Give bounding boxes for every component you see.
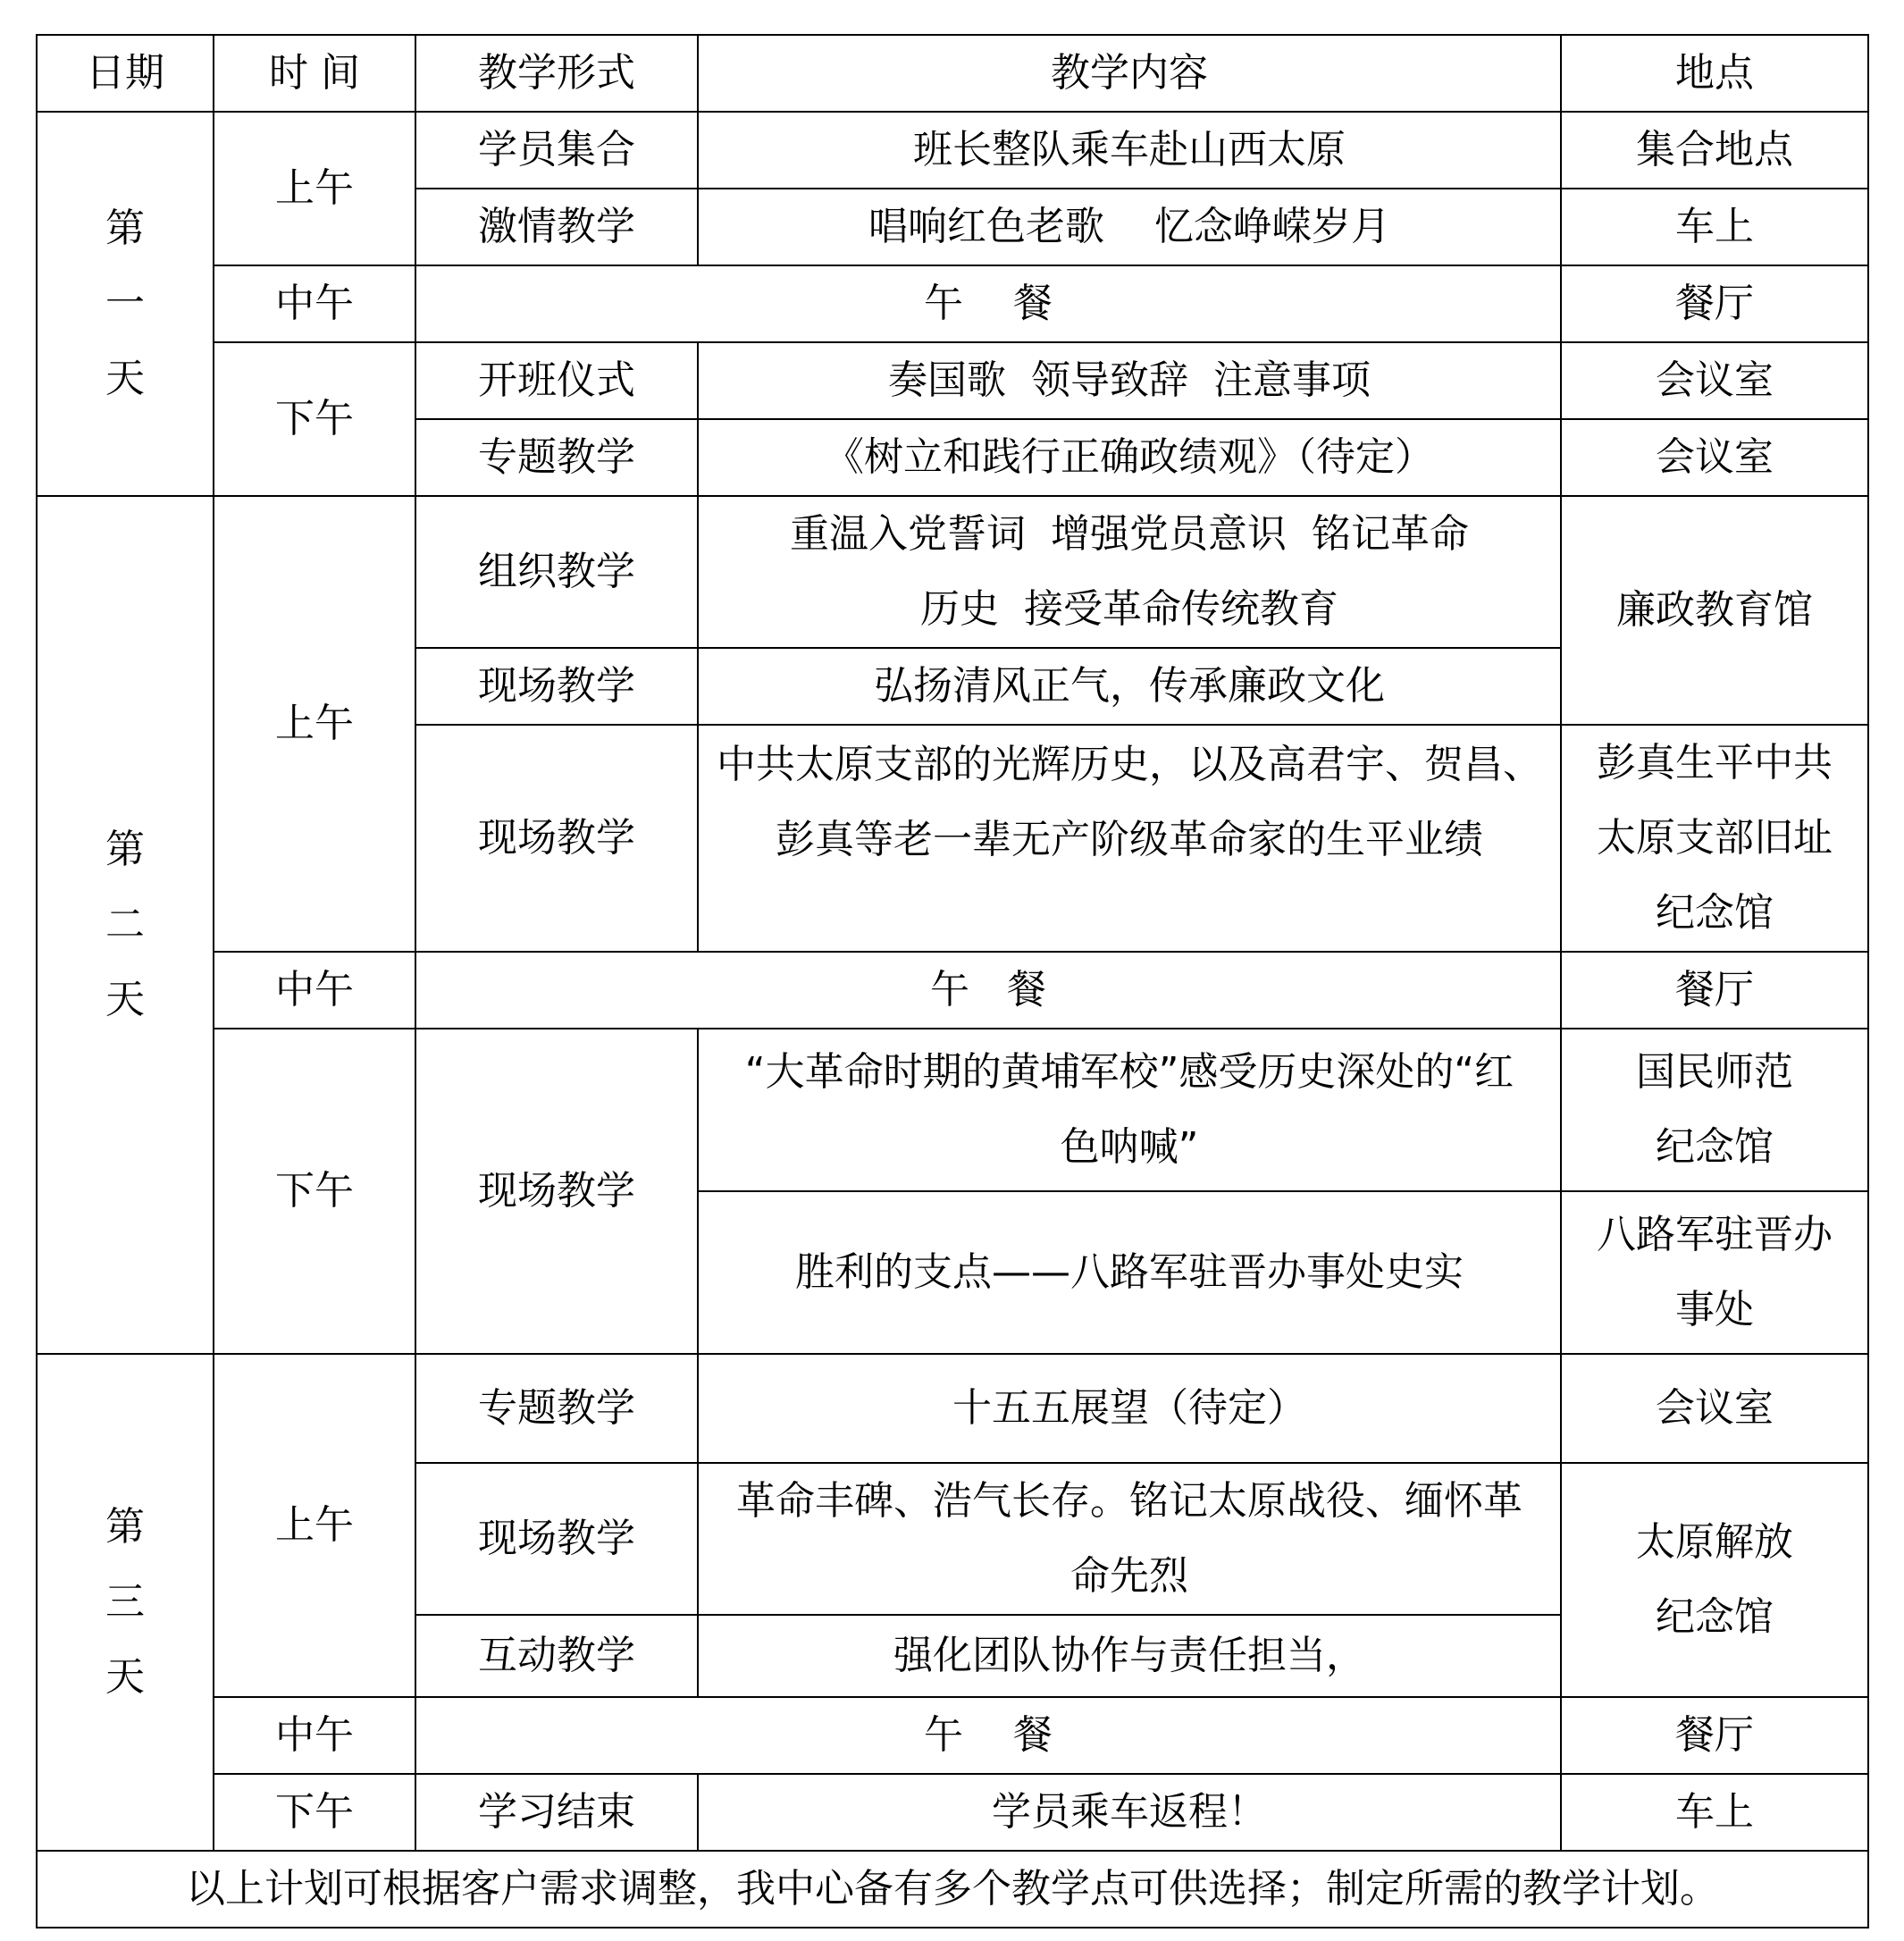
content-line: “大革命时期的黄埔军校”感受历史深处的“红 [744,1049,1514,1095]
lunch-cell: 午 餐 [415,265,1561,342]
place-line: 纪念馆 [1656,890,1774,936]
place-cell: 餐厅 [1561,952,1868,1029]
form-cell: 现场教学 [415,1463,698,1615]
content-cell [698,725,1561,952]
content-cell: 唱响红色老歌 忆念峥嵘岁月 [698,189,1561,265]
day2-am: 上午 [214,496,415,952]
day3-label [37,1354,214,1851]
form-cell: 学习结束 [415,1774,698,1851]
form-cell: 激情教学 [415,189,698,265]
content-line: 命先烈 [1070,1553,1188,1599]
place-cell [1561,1463,1868,1697]
place-cell: 廉政教育馆 [1561,496,1868,725]
day-char: 二 [105,902,145,947]
day1-pm: 下午 [214,342,415,496]
place-cell [1561,725,1868,952]
form-cell: 现场教学 [415,648,698,725]
content-cell: 弘扬清风正气，传承廉政文化 [698,648,1561,725]
table-row [37,496,1868,648]
table-row [37,265,1868,342]
form-cell: 专题教学 [415,1354,698,1463]
day3-pm: 下午 [214,1774,415,1851]
place-cell [1561,1029,1868,1191]
table-row [37,1774,1868,1851]
form-cell: 组织教学 [415,496,698,648]
content-cell: 奏国歌 领导致辞 注意事项 [698,342,1561,419]
day-char: 第 [105,206,145,251]
day1-label [37,112,214,496]
form-cell: 专题教学 [415,419,698,496]
place-line: 事处 [1675,1287,1754,1332]
table-row [37,1697,1868,1774]
schedule-table [36,34,1869,1928]
day-char: 天 [105,977,145,1022]
place-line: 太原支部旧址 [1597,815,1833,861]
content-line: 重温入党誓词 增强党员意识 铭记革命 [790,511,1469,557]
form-cell: 现场教学 [415,725,698,952]
day2-pm: 下午 [214,1029,415,1354]
content-line: 历史 接受革命传统教育 [920,586,1338,632]
lunch-cell: 午 餐 [415,1697,1561,1774]
table-row [37,112,1868,189]
place-cell: 餐厅 [1561,1697,1868,1774]
table-row [37,1354,1868,1463]
table-row [37,952,1868,1029]
place-line: 纪念馆 [1656,1594,1774,1640]
content-cell: 胜利的支点——八路军驻晋办事处史实 [698,1191,1561,1354]
header-form: 教学形式 [415,35,698,112]
place-cell [1561,1191,1868,1354]
place-cell: 会议室 [1561,1354,1868,1463]
day-char: 第 [105,827,145,872]
form-cell: 互动教学 [415,1615,698,1697]
content-line: 彭真等老一辈无产阶级革命家的生平业绩 [776,817,1483,862]
header-place: 地点 [1561,35,1868,112]
place-line: 太原解放 [1636,1519,1793,1565]
day1-am: 上午 [214,112,415,265]
day-char: 天 [105,356,145,401]
content-cell: 《树立和践行正确政绩观》（待定） [698,419,1561,496]
day-char: 天 [105,1654,145,1700]
day2-noon: 中午 [214,952,415,1029]
footer-row [37,1851,1868,1928]
content-cell [698,1029,1561,1191]
day-char: 第 [105,1504,145,1550]
header-content: 教学内容 [698,35,1561,112]
lunch-cell: 午 餐 [415,952,1561,1029]
form-cell: 现场教学 [415,1029,698,1354]
place-cell: 车上 [1561,1774,1868,1851]
footer-note: 以上计划可根据客户需求调整，我中心备有多个教学点可供选择；制定所需的教学计划。 [37,1851,1868,1928]
content-cell: 十五五展望（待定） [698,1354,1561,1463]
content-cell [698,496,1561,648]
day2-label [37,496,214,1354]
place-cell: 餐厅 [1561,265,1868,342]
content-line: 色呐喊” [1060,1124,1199,1170]
place-line: 八路军驻晋办 [1597,1212,1833,1257]
day-char: 一 [105,281,145,326]
content-cell [698,1463,1561,1615]
form-cell: 开班仪式 [415,342,698,419]
place-line: 国民师范 [1636,1049,1793,1095]
table-row [37,1029,1868,1191]
content-line: 中共太原支部的光辉历史，以及高君宇、贺昌、 [717,742,1542,787]
content-cell: 班长整队乘车赴山西太原 [698,112,1561,189]
place-cell: 车上 [1561,189,1868,265]
day3-am: 上午 [214,1354,415,1697]
content-cell: 强化团队协作与责任担当， [698,1615,1561,1697]
header-time: 时 间 [214,35,415,112]
day1-noon: 中午 [214,265,415,342]
form-cell: 学员集合 [415,112,698,189]
place-line: 彭真生平中共 [1597,740,1833,786]
table-row [37,342,1868,419]
place-cell: 会议室 [1561,342,1868,419]
content-line: 革命丰碑、浩气长存。铭记太原战役、缅怀革 [736,1478,1522,1524]
content-cell: 学员乘车返程！ [698,1774,1561,1851]
header-date: 日期 [37,35,214,112]
header-row [37,35,1868,112]
day3-noon: 中午 [214,1697,415,1774]
day-char: 三 [105,1579,145,1625]
place-cell: 会议室 [1561,419,1868,496]
place-cell: 集合地点 [1561,112,1868,189]
place-line: 纪念馆 [1656,1124,1774,1170]
